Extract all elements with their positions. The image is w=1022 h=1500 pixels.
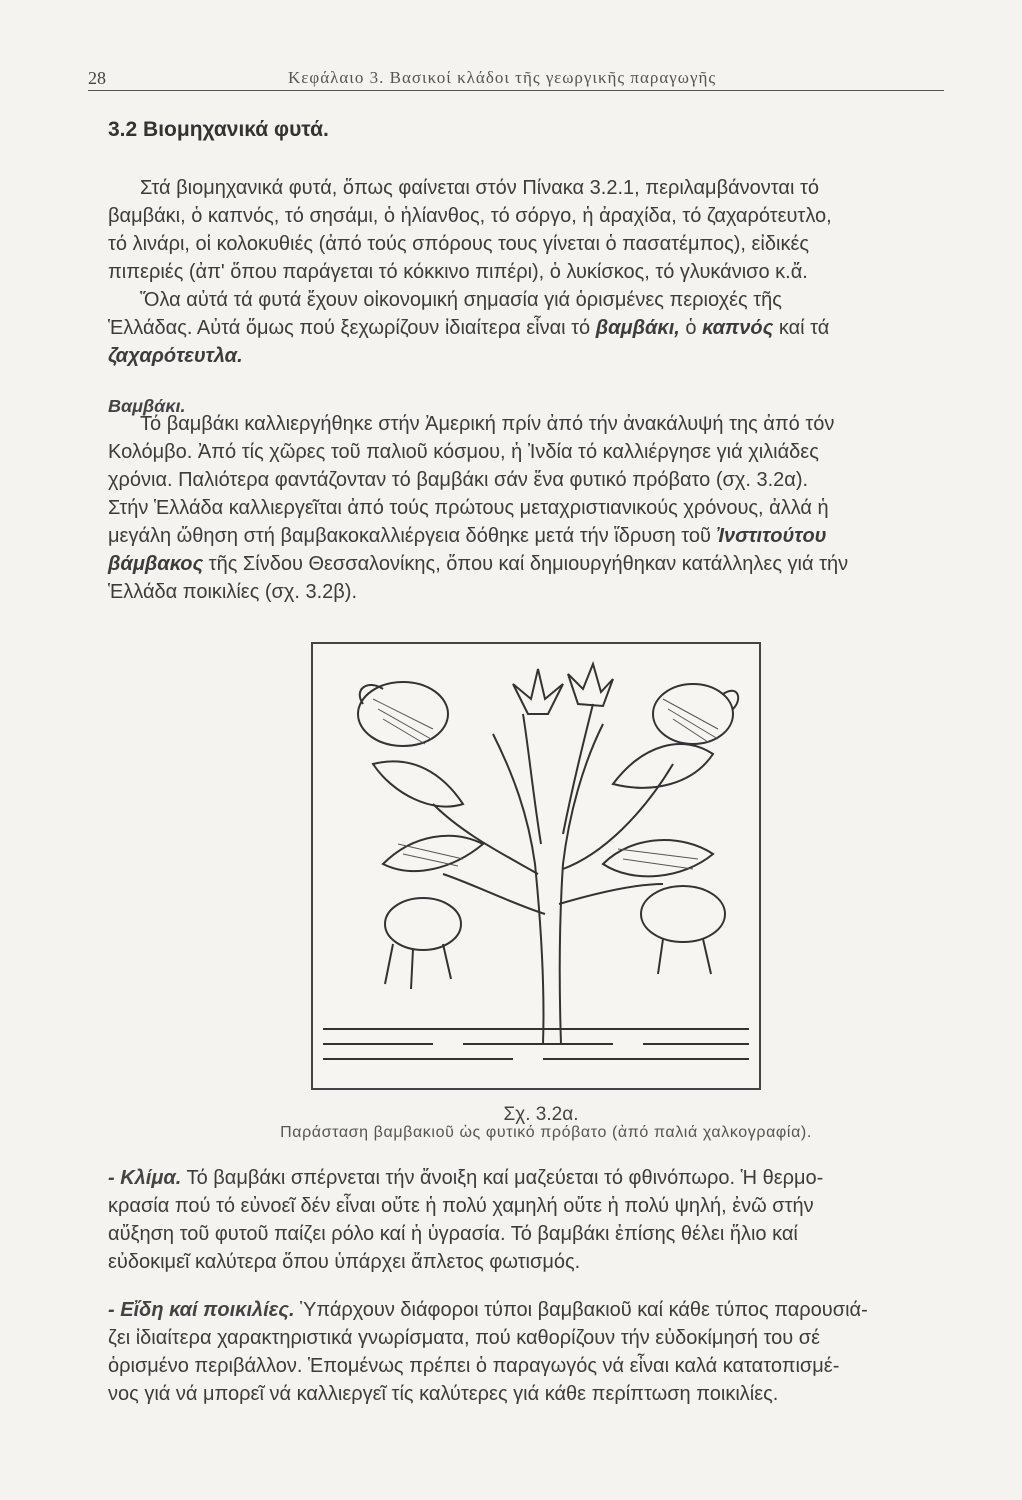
climate-heading: - Κλίμα. [108, 1167, 182, 1189]
intro-paragraph [108, 174, 954, 370]
engraving-illustration [313, 644, 759, 1088]
cotton-paragraph [108, 410, 954, 606]
text-run: τῆς Σίνδου Θεσσαλονίκης, ὅπου καί δημιουργήθηκαν κατάλληλες γιά τήν [203, 553, 849, 575]
text-line [108, 550, 954, 578]
text-run: Ὑπάρχουν διάφοροι τύποι βαμβακιοῦ καί κάθε τύπος παρουσιά- [294, 1299, 868, 1321]
figure-label: Σχ. 3.2α. [503, 1104, 579, 1125]
figure-caption: Παράσταση βαμβακιοῦ ὡς φυτικό πρόβατο (ἀπό παλιά χαλκογραφία). [280, 1124, 812, 1141]
page-header [88, 62, 944, 91]
text-line: νος γιά νά μπορεῖ νά καλλιεργεῖ τίς καλύτερες γιά κάθε περίπτωση ποικιλίες. [108, 1383, 779, 1405]
text-line: αὔξηση τοῦ φυτοῦ παίζει ρόλο καί ἡ ὑγρασία. Τό βαμβάκι ἐπίσης θέλει ἥλιο καί [108, 1223, 798, 1245]
text-line: τό λινάρι, οἱ κολοκυθιές (ἀπό τούς σπόρους τους γίνεται ὁ πασατέμπος), εἰδικές [108, 233, 810, 255]
section-title: 3.2 Βιομηχανικά φυτά. [108, 118, 329, 141]
climate-paragraph [108, 1164, 954, 1276]
text-line [108, 522, 954, 550]
text-line: χρόνια. Παλιότερα φαντάζονταν τό βαμβάκι σάν ἕνα φυτικό πρόβατο (σχ. 3.2α). [108, 469, 809, 491]
emphasis-sugarbeet: ζαχαρότευτλα. [108, 345, 243, 367]
text-line: Ὅλα αὐτά τά φυτά ἔχουν οἰκονομική σημασία γιά ὁρισμένες περιοχές τῆς [140, 289, 782, 311]
text-run: ὁ [679, 317, 703, 339]
varieties-paragraph [108, 1296, 954, 1408]
running-title: Κεφάλαιο 3. Βασικοί κλάδοι τῆς γεωργικῆς παραγωγῆς [288, 68, 717, 87]
emphasis-tobacco: καπνός [702, 317, 774, 339]
text-line: πιπεριές (ἀπ' ὅπου παράγεται τό κόκκινο πιπέρι), ὁ λυκίσκος, τό γλυκάνισο κ.ἄ. [108, 261, 808, 283]
page-number: 28 [88, 68, 106, 88]
text-line: εὐδοκιμεῖ καλύτερα ὅπου ὑπάρχει ἄπλετος φωτισμός. [108, 1251, 581, 1273]
cotton-heading: Βαμβάκι. [108, 396, 186, 416]
text-line: βαμβάκι, ὁ καπνός, τό σησάμι, ὁ ἡλίανθος, τό σόργο, ἡ ἀραχίδα, τό ζαχαρότευτλο, [108, 205, 832, 227]
text-line: Ἑλλάδα ποικιλίες (σχ. 3.2β). [108, 581, 358, 603]
text-line: Στά βιομηχανικά φυτά, ὅπως φαίνεται στόν Πίνακα 3.2.1, περιλαμβάνονται τό [140, 177, 819, 199]
text-line: ζει ἰδιαίτερα χαρακτηριστικά γνωρίσματα, πού καθορίζουν τήν εὐδοκίμησή του σέ [108, 1327, 821, 1349]
emphasis-cotton: βαμβάκι, [595, 317, 680, 339]
text-run: Τό βαμβάκι σπέρνεται τήν ἄνοιξη καί μαζεύεται τό φθινόπωρο. Ἡ θερμο- [181, 1167, 824, 1189]
text-run: μεγάλη ὤθηση στή βαμβακοκαλλιέργεια δόθηκε μετά τήν ἵδρυση τοῦ [108, 525, 717, 547]
text-line [108, 1296, 954, 1324]
text-run: καί τά [773, 317, 830, 339]
text-line: Τό βαμβάκι καλλιεργήθηκε στήν Ἀμερική πρίν ἀπό τήν ἀνακάλυψή της ἀπό τόν [140, 413, 835, 435]
text-run: Ἑλλάδας. Αὐτά ὅμως πού ξεχωρίζουν ἰδιαίτερα εἶναι τό [108, 317, 596, 339]
text-line: Στήν Ἑλλάδα καλλιεργεῖται ἀπό τούς πρώτους μεταχριστιανικούς χρόνους, ἀλλά ἡ [108, 497, 829, 519]
text-line: ὁρισμένο περιβάλλον. Ἑπομένως πρέπει ὁ παραγωγός νά εἶναι καλά κατατοπισμέ- [108, 1355, 840, 1377]
vegetable-lamb-engraving [311, 642, 761, 1090]
varieties-heading: - Εἴδη καί ποικιλίες. [108, 1299, 295, 1321]
text-line [108, 1164, 954, 1192]
text-line: Κολόμβο. Ἀπό τίς χῶρες τοῦ παλιοῦ κόσμου, ἡ Ἰνδία τό καλλιέργησε γιά χιλιάδες [108, 441, 819, 463]
emphasis-cotton-institute: βάμβακος [108, 553, 204, 575]
text-line: κρασία πού τό εὐνοεῖ δέν εἶναι οὔτε ἡ πολύ χαμηλή οὔτε ἡ πολύ ψηλή, ἐνῶ στήν [108, 1195, 814, 1217]
emphasis-institute: Ἰνστιτούτου [716, 525, 827, 547]
text-line [108, 314, 954, 342]
